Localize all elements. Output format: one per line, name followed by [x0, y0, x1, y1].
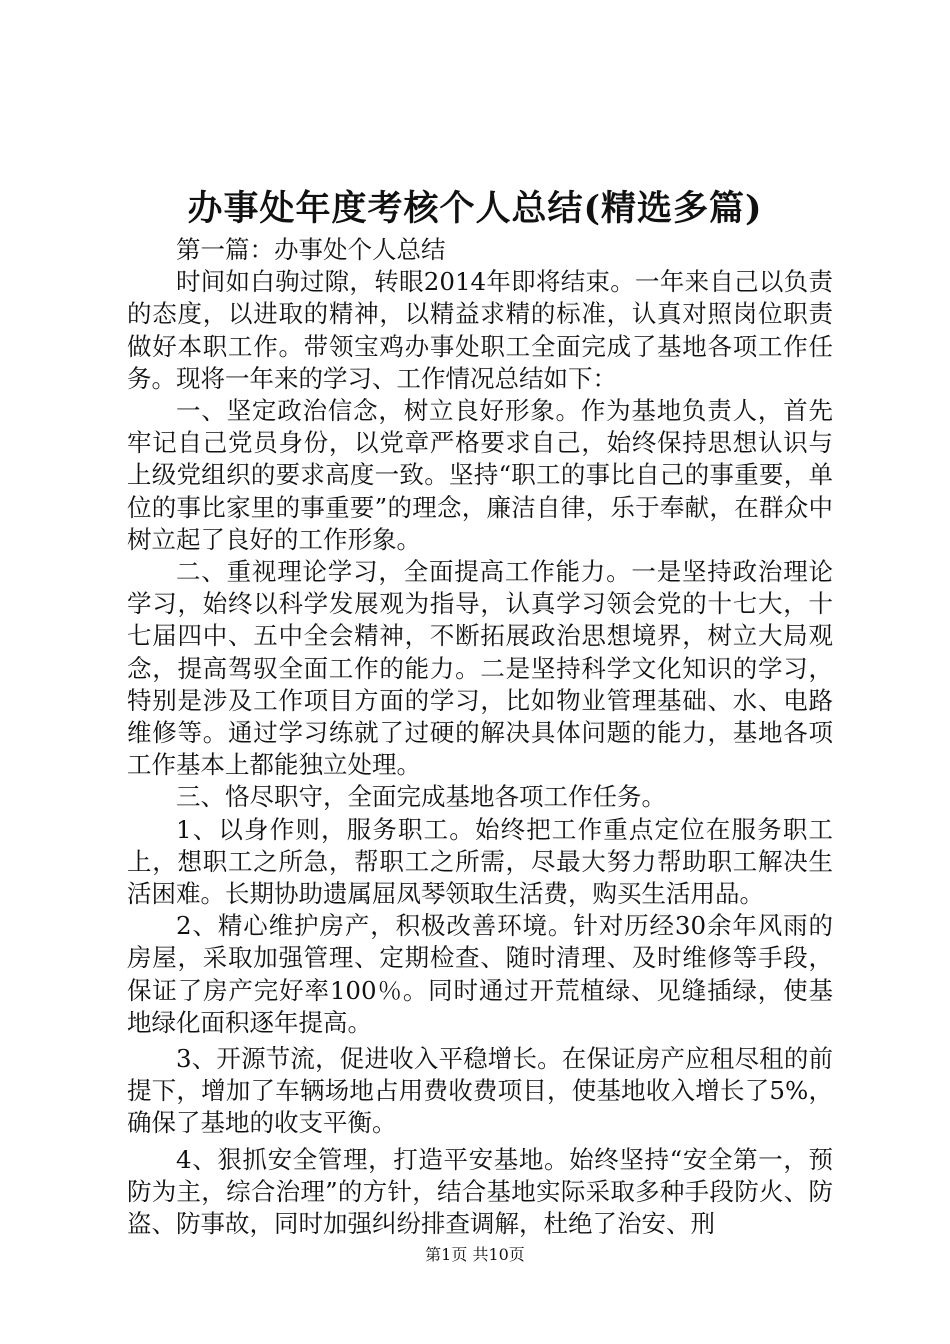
paragraph: 4、狠抓安全管理，打造平安基地。始终坚持“安全第一，预防为主，综合治理”的方针，结合基地实际采取多种手段防火、防盗、防事故，同时加强纠纷排查调解，杜绝了治安、刑 — [127, 1144, 833, 1239]
paragraph: 3、开源节流，促进收入平稳增长。在保证房产应租尽租的前提下，增加了车辆场地占用费收费项目，使基地收入增长了5%，确保了基地的收支平衡。 — [127, 1044, 833, 1138]
page-footer: 第1页 共10页 — [425, 1245, 525, 1264]
paragraph: 2、精心维护房产，积极改善环境。针对历经30余年风雨的房屋，采取加强管理、定期检查、随时清理、及时维修等手段，保证了房产完好率100％。同时通过开荒植绿、见缝插绿，使基地绿化面积逐年提高。 — [127, 911, 833, 1037]
paragraph: 三、恪尽职守，全面完成基地各项工作任务。 — [176, 782, 666, 812]
document-title: 办事处年度考核个人总结(精选多篇) — [187, 188, 763, 229]
paragraph-subtitle: 第一篇：办事处个人总结 — [176, 235, 446, 264]
document-body — [127, 234, 833, 1240]
paragraph: 二、重视理论学习，全面提高工作能力。一是坚持政治理论学习，始终以科学发展观为指导，认真学习领会党的十七大，十七届四中、五中全会精神，不断拓展政治思想境界，树立大局观念，提高驾驭全面工作的能力。二是坚持科学文化知识的学习，特别是涉及工作项目方面的学习，比如物业管理基础、水、电路维修等。通过学习练就了过硬的解决具体问题的能力，基地各项工作基本上都能独立处理。 — [127, 557, 833, 780]
paragraph: 一、坚定政治信念，树立良好形象。作为基地负责人，首先牢记自己党员身份，以党章严格要求自己，始终保持思想认识与上级党组织的要求高度一致。坚持“职工的事比自己的事重要，单位的事比家里的事重要”的理念，廉洁自律，乐于奉献，在群众中树立起了良好的工作形象。 — [127, 396, 833, 554]
paragraph: 时间如白驹过隙，转眼2014年即将结束。一年来自己以负责的态度，以进取的精神，以精益求精的标准，认真对照岗位职责做好本职工作。带领宝鸡办事处职工全面完成了基地各项工作任务。现将一年来的学习、工作情况总结如下： — [127, 267, 833, 393]
paragraph: 1、以身作则，服务职工。始终把工作重点定位在服务职工上，想职工之所急，帮职工之所需，尽最大努力帮助职工解决生活困难。长期协助遗属屈凤琴领取生活费，购买生活用品。 — [127, 814, 833, 909]
